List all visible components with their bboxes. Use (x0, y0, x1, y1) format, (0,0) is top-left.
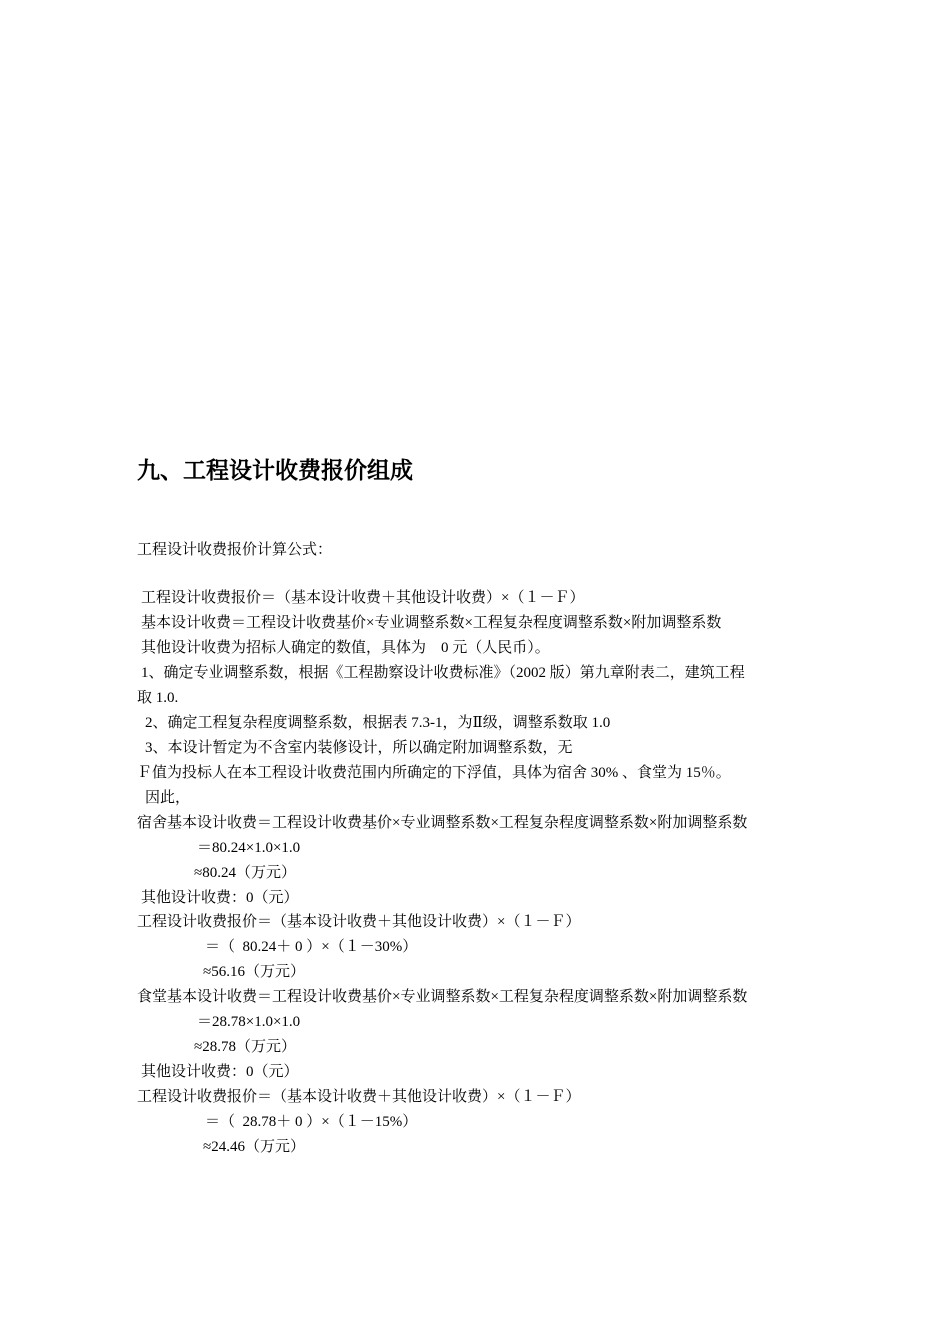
canteen-quote-formula: 工程设计收费报价＝（基本设计收费＋其他设计收费）×（１－Ｆ） (137, 1089, 581, 1105)
canteen-basic-fee-formula: 食堂基本设计收费＝工程设计收费基价×专业调整系数×工程复杂程度调整系数×附加调整系数 (137, 989, 748, 1005)
f-value-note: Ｆ值为投标人在本工程设计收费范围内所确定的下浮值，具体为宿舍 30% 、食堂为 15％。 (137, 765, 731, 781)
dorm-other-fee: 其他设计收费：0（元） (141, 890, 299, 906)
dorm-quote-formula: 工程设计收费报价＝（基本设计收费＋其他设计收费）×（１－Ｆ） (137, 914, 581, 930)
other-fee-note: 其他设计收费为招标人确定的数值，具体为 0 元（人民币）。 (141, 640, 550, 656)
dorm-basic-fee-formula: 宿舍基本设计收费＝工程设计收费基价×专业调整系数×工程复杂程度调整系数×附加调整系数 (137, 815, 748, 831)
step-2-complexity-coefficient: 2、确定工程复杂程度调整系数，根据表 7.3-1，为Ⅱ级，调整系数取 1.0 (145, 715, 611, 731)
dorm-quote-calc: ＝（ 80.24＋ 0 ）×（１－30%） (205, 939, 418, 955)
dorm-basic-fee-calc: ＝80.24×1.0×1.0 (197, 840, 301, 856)
canteen-basic-fee-result: ≈28.78（万元） (194, 1039, 296, 1055)
section-heading: 九、工程设计收费报价组成 (137, 458, 413, 484)
step-1-specialty-coefficient: 1、确定专业调整系数，根据《工程勘察设计收费标准》（2002 版）第九章附表二，建筑工程 (141, 665, 745, 681)
canteen-quote-calc: ＝（ 28.78＋ 0 ）×（１－15%） (205, 1114, 418, 1130)
dorm-basic-fee-result: ≈80.24（万元） (194, 865, 296, 881)
step-1-continuation: 取 1.0. (137, 690, 179, 706)
step-3-additional-coefficient: 3、本设计暂定为不含室内装修设计，所以确定附加调整系数，无 (145, 740, 573, 756)
formula-intro: 工程设计收费报价计算公式： (137, 542, 333, 558)
therefore-label: 因此， (145, 790, 191, 806)
canteen-basic-fee-calc: ＝28.78×1.0×1.0 (197, 1014, 301, 1030)
canteen-other-fee: 其他设计收费：0（元） (141, 1064, 299, 1080)
formula-basic-fee: 基本设计收费＝工程设计收费基价×专业调整系数×工程复杂程度调整系数×附加调整系数 (141, 615, 722, 631)
formula-total-quote: 工程设计收费报价＝（基本设计收费＋其他设计收费）×（１－Ｆ） (141, 590, 585, 606)
dorm-quote-result: ≈56.16（万元） (203, 964, 305, 980)
canteen-quote-result: ≈24.46（万元） (203, 1139, 305, 1155)
